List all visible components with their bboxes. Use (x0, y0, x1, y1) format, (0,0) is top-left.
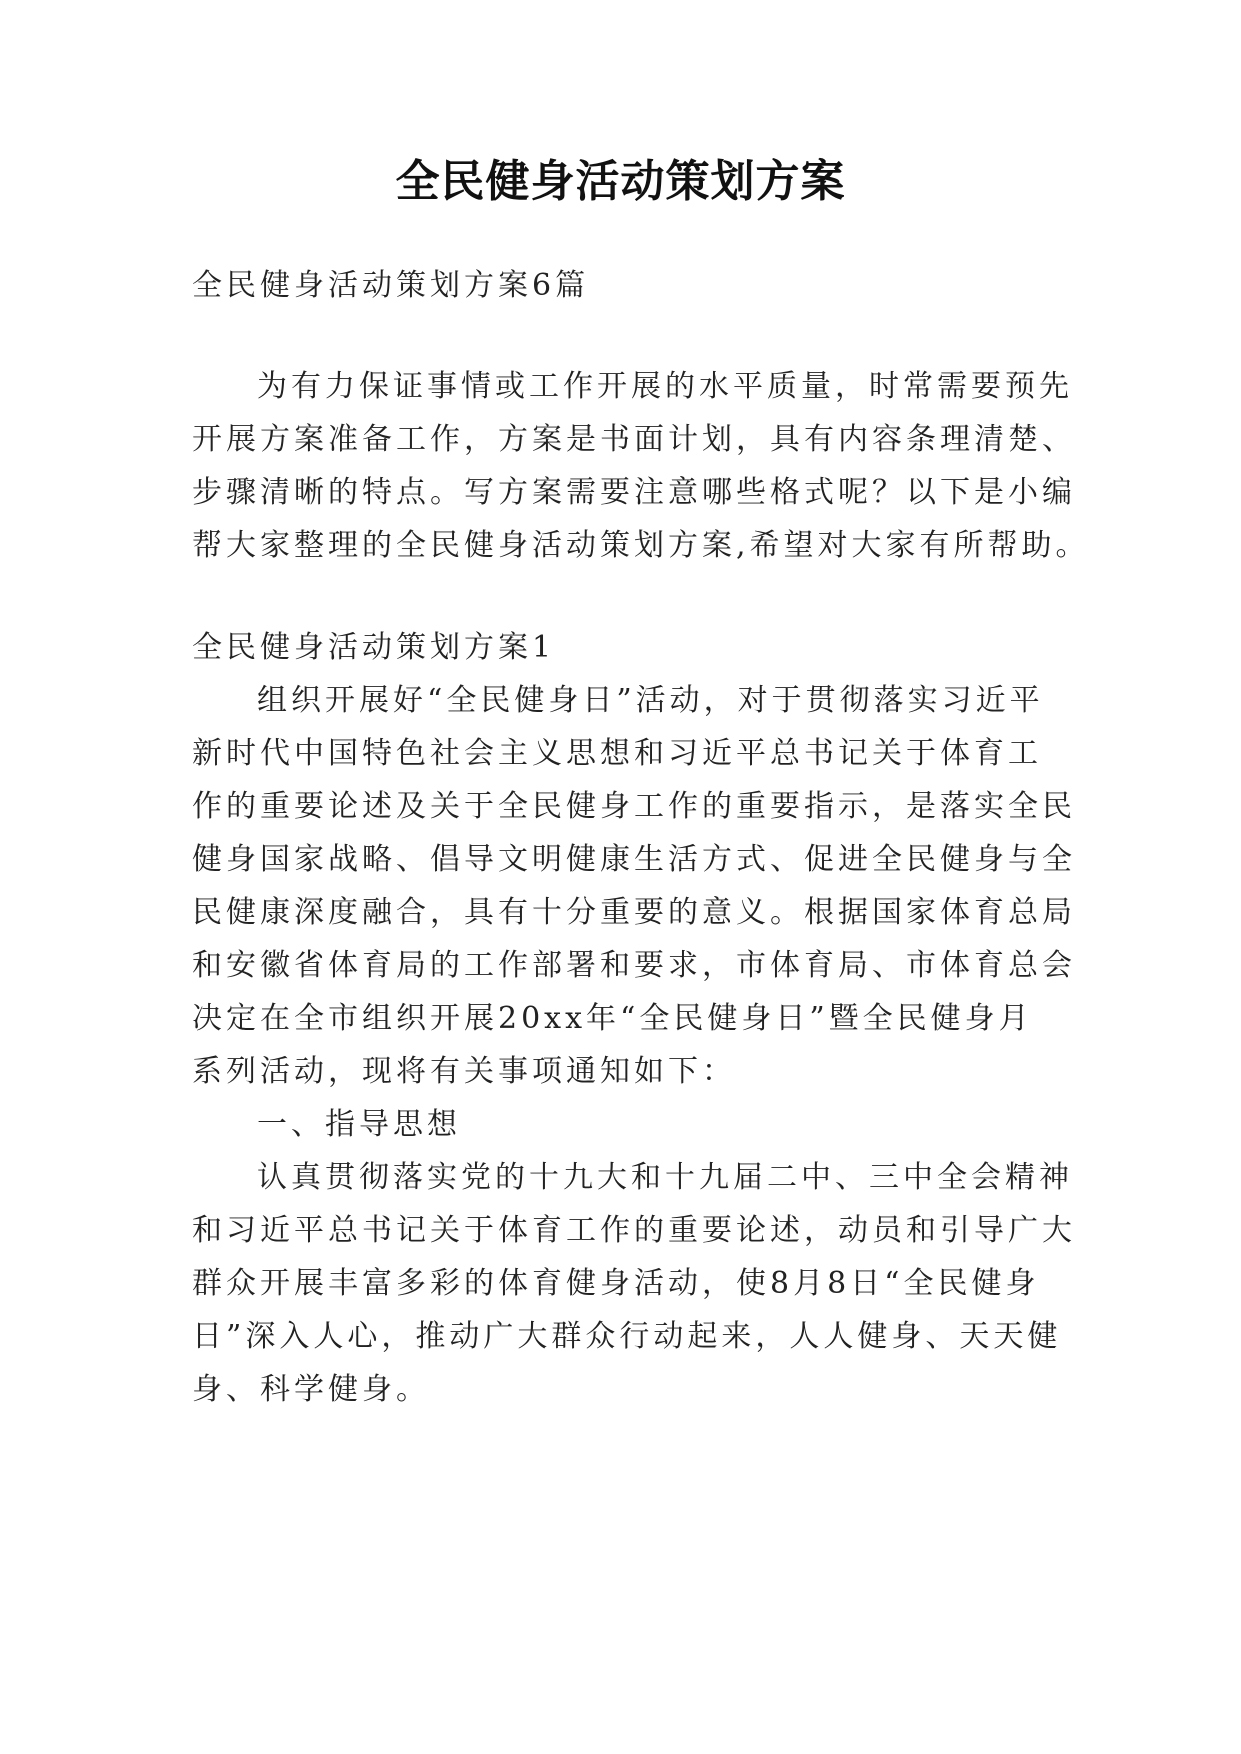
intro-line: 开展方案准备工作，方案是书面计划，具有内容条理清楚、 (192, 422, 1076, 457)
intro-line: 步骤清晰的特点。写方案需要注意哪些格式呢？以下是小编 (192, 475, 1076, 510)
body-line: 系列活动，现将有关事项通知如下： (192, 1054, 736, 1089)
guide-line: 认真贯彻落实党的十九大和十九届二中、三中全会精神 (257, 1160, 1073, 1195)
body-line: 健身国家战略、倡导文明健康生活方式、促进全民健身与全 (192, 842, 1076, 877)
guide-line: 和习近平总书记关于体育工作的重要论述，动员和引导广大 (192, 1213, 1076, 1248)
guide-line: 身、科学健身。 (192, 1372, 430, 1407)
body-line: 决定在全市组织开展20xx年“全民健身日”暨全民健身月 (192, 1001, 1033, 1036)
body-line: 和安徽省体育局的工作部署和要求，市体育局、市体育总会 (192, 948, 1076, 983)
document-subtitle: 全民健身活动策划方案6篇 (192, 268, 590, 303)
guide-line: 群众开展丰富多彩的体育健身活动，使8月8日“全民健身 (192, 1266, 1040, 1301)
body-line: 民健康深度融合，具有十分重要的意义。根据国家体育总局 (192, 895, 1076, 930)
sub-heading: 一、指导思想 (257, 1107, 461, 1142)
body-line: 新时代中国特色社会主义思想和习近平总书记关于体育工 (192, 736, 1042, 771)
section-heading: 全民健身活动策划方案1 (192, 630, 556, 665)
guide-line: 日”深入人心，推动广大群众行动起来，人人健身、天天健 (192, 1319, 1062, 1354)
body-line: 组织开展好“全民健身日”活动，对于贯彻落实习近平 (257, 683, 1044, 718)
body-line: 作的重要论述及关于全民健身工作的重要指示，是落实全民 (192, 789, 1076, 824)
document-title: 全民健身活动策划方案 (395, 156, 846, 207)
intro-line: 帮大家整理的全民健身活动策划方案,希望对大家有所帮助。 (192, 528, 1090, 563)
intro-line: 为有力保证事情或工作开展的水平质量，时常需要预先 (257, 369, 1073, 404)
